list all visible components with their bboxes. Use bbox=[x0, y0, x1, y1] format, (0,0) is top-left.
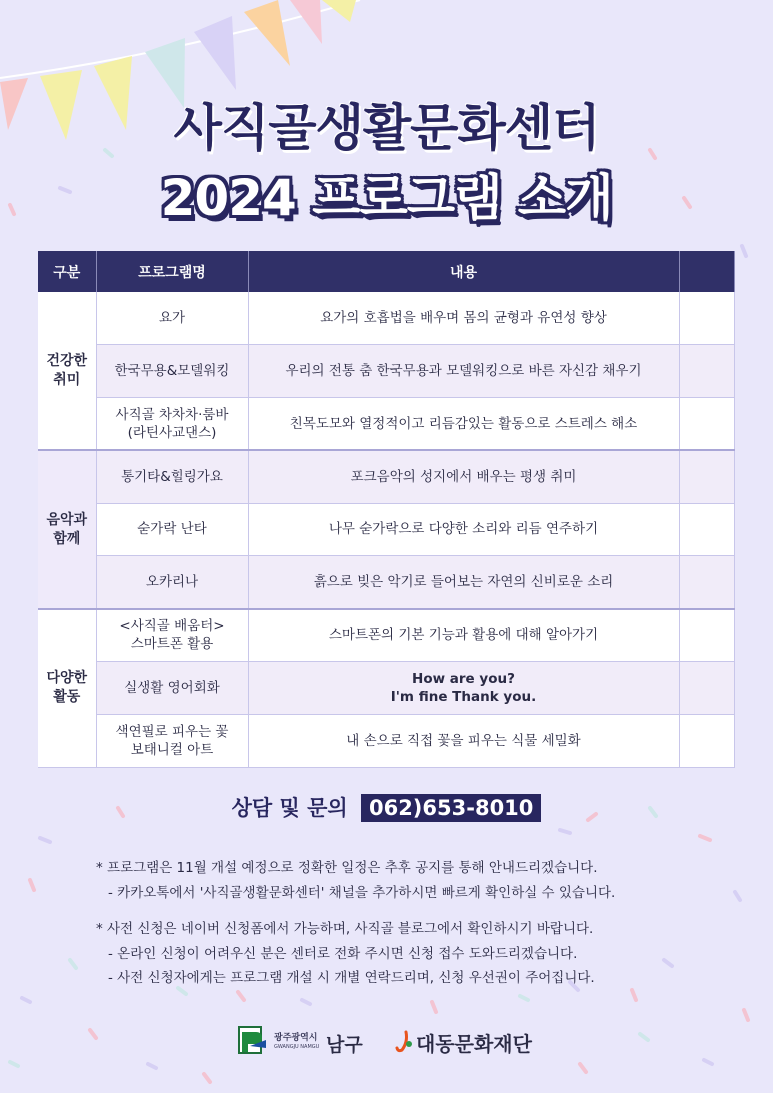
program-table bbox=[38, 251, 735, 768]
table-row bbox=[38, 662, 734, 715]
program-name: 통기타&힐링가요 bbox=[96, 450, 248, 503]
category-cell: 음악과 함께 bbox=[38, 450, 96, 608]
daedong-emblem-icon bbox=[394, 1030, 416, 1054]
program-name: 요가 bbox=[96, 292, 248, 345]
table-row bbox=[38, 398, 734, 451]
program-name: 실생활 영어회화 bbox=[96, 662, 248, 715]
column-header-category: 구분 bbox=[38, 251, 96, 292]
phone-number[interactable]: 062)653-8010 bbox=[361, 794, 541, 822]
center-title: 사직골생활문화센터 bbox=[173, 99, 600, 157]
namgu-city-label: 광주광역시 bbox=[274, 1033, 318, 1043]
note-phone-registration: - 온라인 신청이 어려우신 분은 센터로 전화 주시면 신청 접수 도와드리겠습니다. bbox=[108, 945, 578, 962]
namgu-emblem-icon bbox=[238, 1026, 270, 1056]
program-description: 내 손으로 직접 꽃을 피우는 식물 세밀화 bbox=[248, 714, 679, 767]
program-description: 우리의 전통 춤 한국무용과 모델워킹으로 바른 자신감 채우기 bbox=[248, 345, 679, 398]
empty-cell bbox=[679, 503, 734, 556]
table-row bbox=[38, 345, 734, 398]
notes-section bbox=[96, 856, 736, 991]
program-name: 한국무용&모델워킹 bbox=[96, 345, 248, 398]
note-priority: - 사전 신청자에게는 프로그램 개설 시 개별 연락드리며, 신청 우선권이 주어집니다. bbox=[108, 970, 595, 986]
program-description: 나무 숟가락으로 다양한 소리와 리듬 연주하기 bbox=[248, 503, 679, 556]
program-name: 사직골 차차차·룸바 (라틴사교댄스) bbox=[96, 398, 248, 451]
sponsor-logos bbox=[0, 1024, 773, 1060]
category-cell: 다양한 활동 bbox=[38, 609, 96, 767]
namgu-english-label: GWANGJU NAMGU bbox=[274, 1044, 320, 1050]
table-header-row bbox=[38, 251, 734, 292]
table-row bbox=[38, 714, 734, 767]
note-pre-registration: * 사전 신청은 네이버 신청폼에서 가능하며, 사직골 블로그에서 확인하시기 바랍니다. bbox=[96, 921, 594, 937]
program-description: 친목도모와 열정적이고 리듬감있는 활동으로 스트레스 해소 bbox=[248, 398, 679, 451]
program-name: 오카리나 bbox=[96, 556, 248, 609]
empty-cell bbox=[679, 292, 734, 345]
empty-cell bbox=[679, 450, 734, 503]
empty-cell bbox=[679, 609, 734, 662]
empty-cell bbox=[679, 556, 734, 609]
table-row bbox=[38, 292, 734, 345]
program-name: 색연필로 피우는 꽃 보태니컬 아트 bbox=[96, 714, 248, 767]
program-name: 숟가락 난타 bbox=[96, 503, 248, 556]
category-cell: 건강한 취미 bbox=[38, 292, 96, 450]
note-schedule: * 프로그램은 11월 개설 예정으로 정확한 일정은 추후 공지를 통해 안내드리겠습니다. bbox=[96, 860, 598, 876]
table-row bbox=[38, 503, 734, 556]
program-description: 포크음악의 성지에서 배우는 평생 취미 bbox=[248, 450, 679, 503]
daedong-name: 대동문화재단 bbox=[416, 1032, 532, 1056]
column-header-content: 내용 bbox=[248, 251, 679, 292]
table-row bbox=[38, 556, 734, 609]
column-header-blank bbox=[679, 251, 734, 292]
table-row bbox=[38, 609, 734, 662]
program-description: How are you? I'm fine Thank you. bbox=[248, 662, 679, 715]
program-intro-title: 2024 프로그램 소개 bbox=[160, 169, 613, 227]
contact-section bbox=[0, 792, 773, 822]
column-header-program-name: 프로그램명 bbox=[96, 251, 248, 292]
program-description: 스마트폰의 기본 기능과 활용에 대해 알아가기 bbox=[248, 609, 679, 662]
program-name: <사직골 배움터> 스마트폰 활용 bbox=[96, 609, 248, 662]
empty-cell bbox=[679, 398, 734, 451]
namgu-name: 남구 bbox=[326, 1034, 363, 1056]
note-kakao-channel: - 카카오톡에서 '사직골생활문화센터' 채널을 추가하시면 빠르게 확인하실 수 있습니다. bbox=[108, 884, 616, 901]
program-description: 요가의 호흡법을 배우며 몸의 균형과 유연성 향상 bbox=[248, 292, 679, 345]
program-description: 흙으로 빚은 악기로 들어보는 자연의 신비로운 소리 bbox=[248, 556, 679, 609]
contact-label: 상담 및 문의 bbox=[231, 796, 348, 820]
empty-cell bbox=[679, 714, 734, 767]
empty-cell bbox=[679, 662, 734, 715]
empty-cell bbox=[679, 345, 734, 398]
table-row bbox=[38, 450, 734, 503]
